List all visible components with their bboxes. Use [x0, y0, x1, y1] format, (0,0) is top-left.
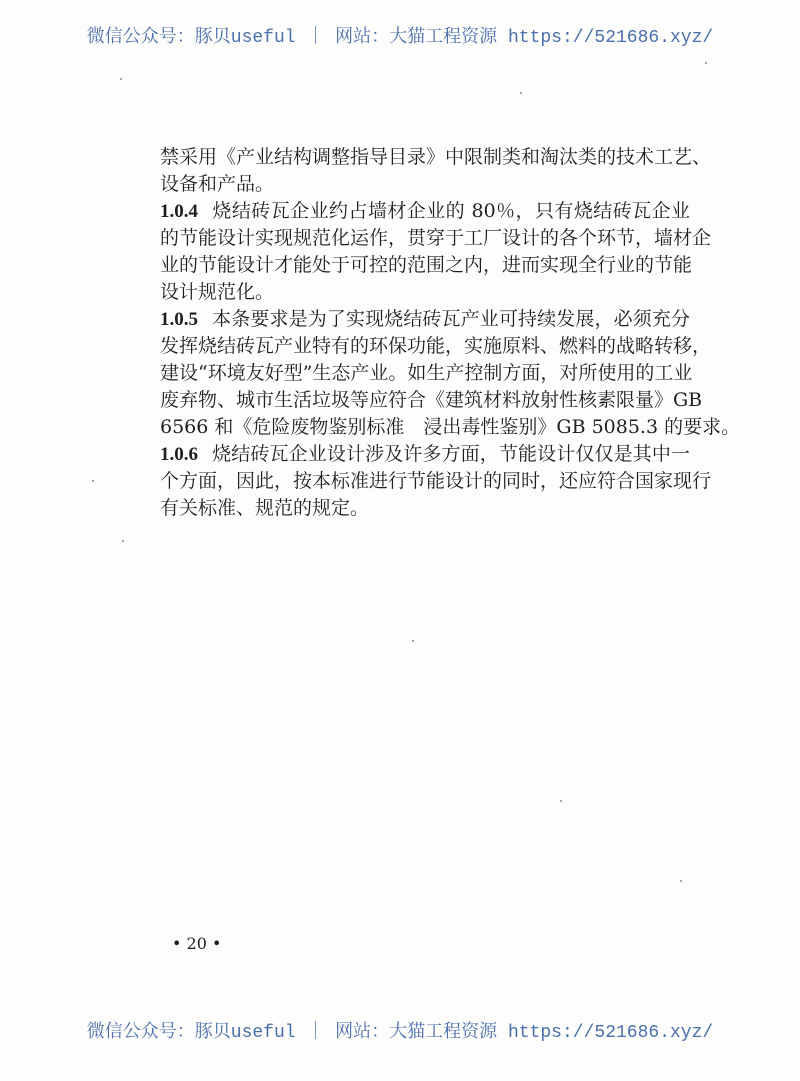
scan-speck — [705, 62, 707, 64]
text-line: 烧结砖瓦企业设计涉及许多方面，节能设计仅仅是其中一 — [212, 443, 690, 465]
scan-speck — [520, 92, 522, 94]
text-line: 个方面，因此，按本标准进行节能设计的同时，还应符合国家现行 — [160, 470, 712, 492]
clause-number: 1.0.4 — [160, 201, 198, 222]
scan-speck — [560, 800, 562, 802]
clause-1-0-4 — [160, 198, 712, 306]
text-line: 的节能设计实现规范化运作，贯穿于工厂设计的各个环节，墙材企 — [160, 227, 712, 249]
text-line: 废弃物、城市生活垃圾等应符合《建筑材料放射性核素限量》GB — [160, 389, 703, 411]
text-line: 6566 和《危险废物鉴别标准 浸出毒性鉴别》GB 5085.3 的要求。 — [160, 416, 741, 438]
text-line: 禁采用《产业结构调整指导目录》中限制类和淘汰类的技术工艺、 — [160, 146, 712, 168]
text-line: 烧结砖瓦企业约占墙材企业的 80％，只有烧结砖瓦企业 — [212, 200, 690, 222]
text-line: 设计规范化。 — [160, 281, 275, 303]
clause-number: 1.0.5 — [160, 309, 198, 330]
watermark-footer: 微信公众号：豚贝useful ｜ 网站：大猫工程资源 https://521686.xyz/ — [86, 1023, 714, 1043]
page-number: • 20 • — [172, 934, 222, 953]
text-line: 发挥烧结砖瓦产业特有的环保功能，实施原料、燃料的战略转移， — [160, 335, 712, 357]
text-line: 建设“环境友好型”生态产业。如生产控制方面，对所使用的工业 — [160, 362, 693, 384]
clause-1-0-5 — [160, 306, 741, 441]
text-line: 业的节能设计才能处于可控的范围之内，进而实现全行业的节能 — [160, 254, 693, 276]
scan-speck — [120, 78, 122, 80]
text-line: 本条要求是为了实现烧结砖瓦产业可持续发展，必须充分 — [212, 308, 690, 330]
text-line: 有关标准、规范的规定。 — [160, 497, 370, 519]
paragraph-continuation — [160, 144, 712, 198]
scan-speck — [412, 640, 414, 642]
watermark-header: 微信公众号：豚贝useful ｜ 网站：大猫工程资源 https://521686.xyz/ — [86, 28, 714, 48]
scan-speck — [122, 540, 124, 542]
clause-number: 1.0.6 — [160, 444, 198, 465]
clause-1-0-6 — [160, 441, 712, 522]
document-body — [160, 144, 741, 522]
scan-speck — [680, 880, 682, 882]
text-line: 设备和产品。 — [160, 173, 275, 195]
scan-speck — [92, 480, 94, 482]
